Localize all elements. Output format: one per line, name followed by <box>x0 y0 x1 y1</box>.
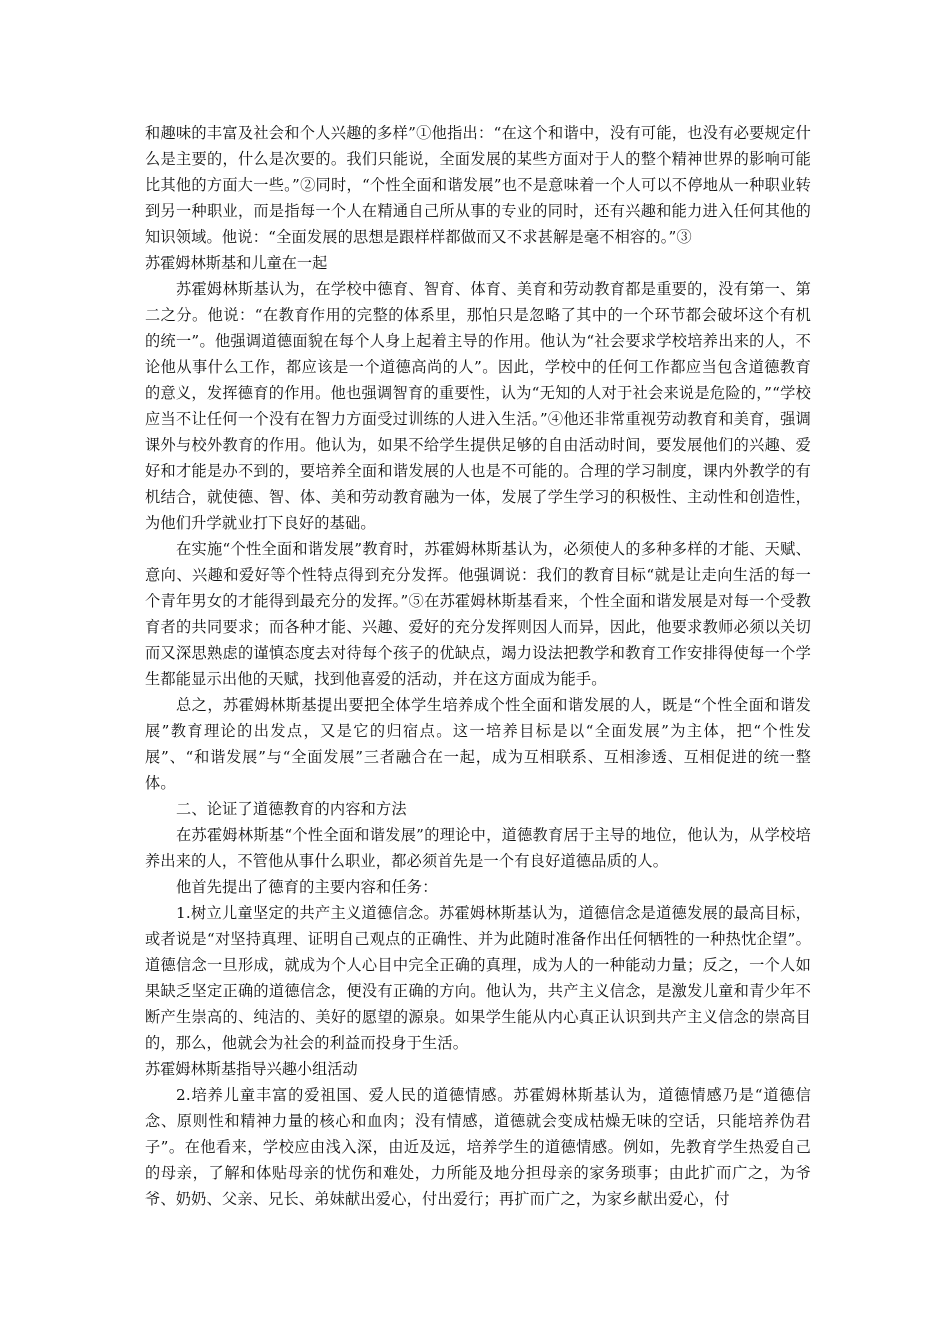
paragraph: 苏霍姆林斯基认为，在学校中德育、智育、体育、美育和劳动教育都是重要的，没有第一、第二之分。他说：“在教育作用的完整的体系里，那怕只是忽略了其中的一个环节都会破坏这个有机的统一”。他强调道德面貌在每个人身上起着主导的作用。他认为“社会要求学校培养出来的人，不论他从事什么工作，都应该是一个道德高尚的人”。因此，学校中的任何工作都应当包含道德教育的意义，发挥德育的作用。他也强调智育的重要性，认为“无知的人对于社会来说是危险的，”“学校应当不让任何一个没有在智力方面受过训练的人进入生活。”④他还非常重视劳动教育和美育，强调课外与校外教育的作用。他认为，如果不给学生提供足够的自由活动时间，要发展他们的兴趣、爱好和才能是办不到的，要培养全面和谐发展的人也是不可能的。合理的学习制度，课内外教学的有机结合，就使德、智、体、美和劳动教育融为一体，发展了学生学习的积极性、主动性和创造性，为他们升学就业打下良好的基础。 <box>145 280 811 532</box>
image-caption: 苏霍姆林斯基和儿童在一起 <box>145 254 328 272</box>
paragraph: 总之，苏霍姆林斯基提出要把全体学生培养成个性全面和谐发展的人，既是“个性全面和谐发展”教育理论的出发点，又是它的归宿点。这一培养目标是以“全面发展”为主体，把“个性发展”、“和谐发展”与“全面发展”三者融合在一起，成为互相联系、互相渗透、互相促进的统一整体。 <box>145 696 811 792</box>
paragraph: 1.树立儿童坚定的共产主义道德信念。苏霍姆林斯基认为，道德信念是道德发展的最高目标，或者说是“对坚持真理、证明自己观点的正确性、并为此随时准备作出任何牺牲的一种热忱企望”。道德信念一旦形成，就成为个人心目中完全正确的真理，成为人的一种能动力量；反之，一个人如果缺乏坚定正确的道德信念，便没有正确的方向。他认为，共产主义信念，是激发儿童和青少年不断产生崇高的、纯洁的、美好的愿望的源泉。如果学生能从内心真正认识到共产主义信念的崇高目的，那么，他就会为社会的利益而投身于生活。 <box>145 904 811 1052</box>
image-caption: 苏霍姆林斯基指导兴趣小组活动 <box>145 1060 358 1078</box>
document-body <box>145 120 811 1212</box>
paragraph: 在苏霍姆林斯基“个性全面和谐发展”的理论中，道德教育居于主导的地位，他认为，从学校培养出来的人，不管他从事什么职业，都必须首先是一个有良好道德品质的人。 <box>145 826 811 870</box>
paragraph: 和趣味的丰富及社会和个人兴趣的多样”①他指出：“在这个和谐中，没有可能，也没有必要规定什么是主要的，什么是次要的。我们只能说，全面发展的某些方面对于人的整个精神世界的影响可能比其他的方面大一些。”②同时，“个性全面和谐发展”也不是意味着一个人可以不停地从一种职业转到另一种职业，而是指每一个人在精通自己所从事的专业的同时，还有兴趣和能力进入任何其他的知识领域。他说：“全面发展的思想是跟样样都做而又不求甚解是毫不相容的。”③ <box>145 124 811 246</box>
paragraph: 在实施“个性全面和谐发展”教育时，苏霍姆林斯基认为，必须使人的多种多样的才能、天赋、意向、兴趣和爱好等个性特点得到充分发挥。他强调说：我们的教育目标“就是让走向生活的每一个青年男女的才能得到最充分的发挥。”⑤在苏霍姆林斯基看来，个性全面和谐发展是对每一个受教育者的共同要求；而各种才能、兴趣、爱好的充分发挥则因人而异，因此，他要求教师必须以关切而又深思熟虑的谨慎态度去对待每个孩子的优缺点，竭力设法把教学和教育工作安排得使每一个学生都能显示出他的天赋，找到他喜爱的活动，并在这方面成为能手。 <box>145 540 811 688</box>
paragraph: 他首先提出了德育的主要内容和任务： <box>176 878 438 896</box>
section-heading: 二、论证了道德教育的内容和方法 <box>176 800 407 818</box>
paragraph: 2.培养儿童丰富的爱祖国、爱人民的道德情感。苏霍姆林斯基认为，道德情感乃是“道德信念、原则性和精神力量的核心和血肉；没有情感，道德就会变成枯燥无味的空话，只能培养伪君子”。在他看来，学校应由浅入深，由近及远，培养学生的道德情感。例如，先教育学生热爱自己的母亲，了解和体贴母亲的忧伤和难处，力所能及地分担母亲的家务琐事；由此扩而广之，为爷爷、奶奶、父亲、兄长、弟妹献出爱心，付出爱行；再扩而广之，为家乡献出爱心，付 <box>145 1086 811 1208</box>
